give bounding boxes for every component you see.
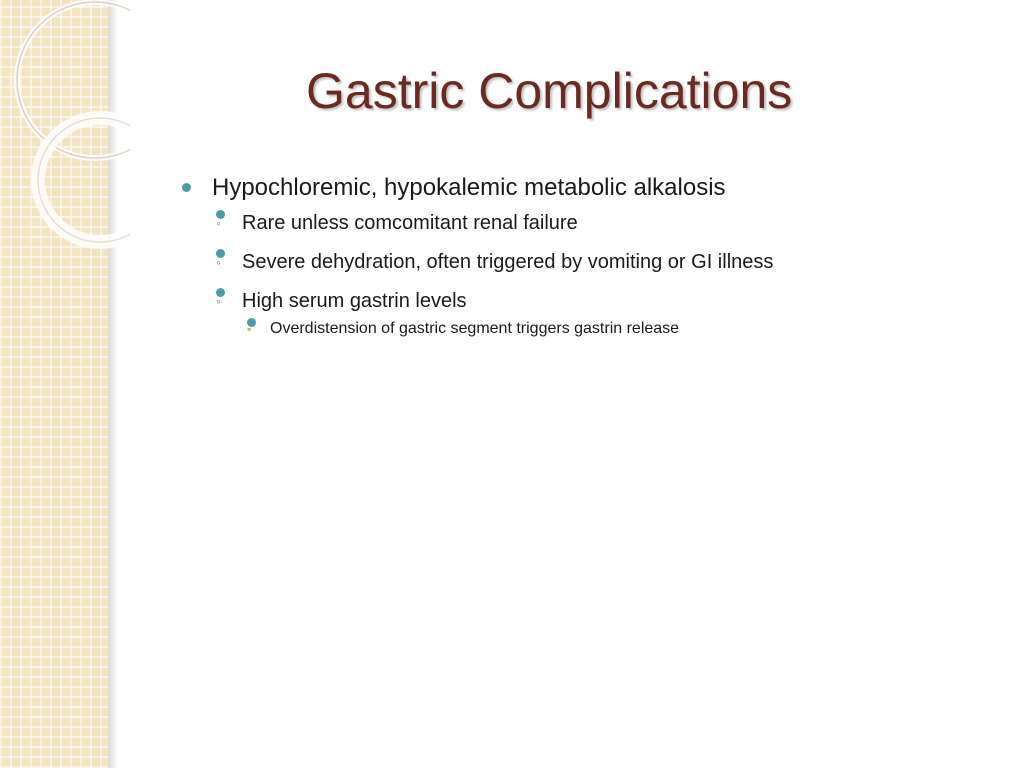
slide-title: Gastric Complications (306, 63, 793, 119)
ring-bullet-icon: ◦ (216, 288, 225, 297)
bullet-text: Hypochloremic, hypokalemic metabolic alkalosis (212, 174, 726, 201)
sub-bullet-text: Rare unless comcomitant renal failure (242, 212, 578, 234)
slide-content (180, 170, 1000, 353)
ring-bullet-icon: ◦ (216, 249, 225, 258)
sub-bullet-item (212, 249, 1000, 275)
sub-bullet-list (212, 210, 1000, 340)
sub-bullet-item (212, 210, 1000, 236)
sub-sub-bullet-item (242, 318, 1000, 340)
sub-bullet-text: Severe dehydration, often triggered by vomiting or GI illness (242, 251, 774, 273)
sub-sub-bullet-list (242, 318, 1000, 340)
bullet-item (180, 170, 1000, 340)
ring-bullet-icon: ◦ (216, 210, 225, 219)
decorative-rings-graphic (0, 0, 130, 260)
sub-sub-bullet-text: Overdistension of gastric segment triggers gastrin release (270, 320, 680, 337)
bullet-list (180, 170, 1000, 340)
sub-bullet-text: High serum gastrin levels (242, 290, 467, 312)
square-bullet-icon: ▪ (247, 318, 256, 327)
sub-bullet-item (212, 288, 1000, 340)
round-bullet-icon (182, 183, 191, 192)
